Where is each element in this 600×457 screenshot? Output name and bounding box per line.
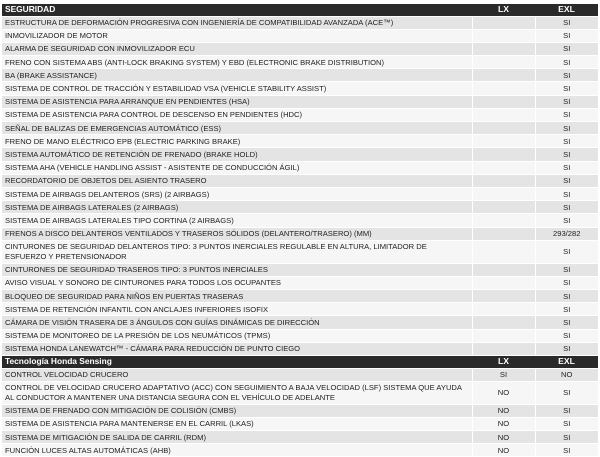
table-row xyxy=(2,95,598,108)
feature-label: SEÑAL DE BALIZAS DE EMERGENCIAS AUTOMÁTICO (ESS) xyxy=(2,122,472,135)
feature-label: SISTEMA DE MITIGACIÓN DE SALIDA DE CARRIL (RDM) xyxy=(2,431,472,444)
value-lx xyxy=(472,276,535,289)
feature-label: RECORDATORIO DE OBJETOS DEL ASIENTO TRASERO xyxy=(2,174,472,187)
table-row xyxy=(2,404,598,417)
table-row xyxy=(2,29,598,42)
feature-label: SISTEMA AUTOMÁTICO DE RETENCIÓN DE FRENADO (BRAKE HOLD) xyxy=(2,148,472,161)
table-row xyxy=(2,108,598,121)
value-lx xyxy=(472,135,535,148)
table-row xyxy=(2,69,598,82)
value-exl: SI xyxy=(535,329,598,342)
feature-label: CINTURONES DE SEGURIDAD TRASEROS TIPO: 3 PUNTOS INERCIALES xyxy=(2,263,472,276)
table-row xyxy=(2,214,598,227)
feature-label: CONTROL VELOCIDAD CRUCERO xyxy=(2,368,472,381)
value-exl: SI xyxy=(535,42,598,55)
value-exl: SI xyxy=(535,381,598,404)
feature-label: INMOVILIZADOR DE MOTOR xyxy=(2,29,472,42)
value-exl: SI xyxy=(535,135,598,148)
table-row xyxy=(2,316,598,329)
value-exl: SI xyxy=(535,95,598,108)
value-exl: SI xyxy=(535,444,598,457)
value-lx: NO xyxy=(472,381,535,404)
value-lx: NO xyxy=(472,431,535,444)
value-lx xyxy=(472,263,535,276)
spec-table xyxy=(2,4,598,457)
table-row xyxy=(2,381,598,404)
value-lx xyxy=(472,329,535,342)
value-lx xyxy=(472,16,535,29)
value-exl: SI xyxy=(535,417,598,430)
feature-label: CÁMARA DE VISIÓN TRASERA DE 3 ÁNGULOS CON GUÍAS DINÁMICAS DE DIRECCIÓN xyxy=(2,316,472,329)
value-lx xyxy=(472,56,535,69)
table-row xyxy=(2,417,598,430)
column-header-lx: LX xyxy=(472,356,535,369)
table-row xyxy=(2,174,598,187)
table-row xyxy=(2,161,598,174)
feature-label: SISTEMA DE AIRBAGS LATERALES TIPO CORTINA (2 AIRBAGS) xyxy=(2,214,472,227)
table-row xyxy=(2,201,598,214)
value-lx: SI xyxy=(472,368,535,381)
value-exl: SI xyxy=(535,16,598,29)
value-exl: SI xyxy=(535,290,598,303)
feature-label: SISTEMA DE RETENCIÓN INFANTIL CON ANCLAJES INFERIORES ISOFIX xyxy=(2,303,472,316)
feature-label: SISTEMA DE ASISTENCIA PARA ARRANQUE EN PENDIENTES (HSA) xyxy=(2,95,472,108)
value-exl: SI xyxy=(535,431,598,444)
table-row xyxy=(2,122,598,135)
section-title: SEGURIDAD xyxy=(2,4,472,16)
value-lx xyxy=(472,95,535,108)
table-row xyxy=(2,148,598,161)
value-lx xyxy=(472,122,535,135)
value-lx xyxy=(472,316,535,329)
value-exl: SI xyxy=(535,404,598,417)
section-title: Tecnología Honda Sensing xyxy=(2,356,472,369)
table-row xyxy=(2,135,598,148)
value-exl: SI xyxy=(535,69,598,82)
value-exl: SI xyxy=(535,108,598,121)
value-lx xyxy=(472,227,535,240)
table-row xyxy=(2,56,598,69)
table-row xyxy=(2,187,598,200)
feature-label: FUNCIÓN LUCES ALTAS AUTOMÁTICAS (AHB) xyxy=(2,444,472,457)
value-lx xyxy=(472,201,535,214)
feature-label: SISTEMA DE FRENADO CON MITIGACIÓN DE COLISIÓN (CMBS) xyxy=(2,404,472,417)
feature-label: BA (BRAKE ASSISTANCE) xyxy=(2,69,472,82)
value-exl: 293/282 xyxy=(535,227,598,240)
column-header-lx: LX xyxy=(472,4,535,16)
value-lx xyxy=(472,290,535,303)
column-header-exl: EXL xyxy=(535,4,598,16)
table-row xyxy=(2,342,598,355)
value-exl: SI xyxy=(535,29,598,42)
column-header-exl: EXL xyxy=(535,356,598,369)
value-exl: SI xyxy=(535,56,598,69)
table-row xyxy=(2,368,598,381)
value-lx xyxy=(472,342,535,355)
feature-label: SISTEMA DE AIRBAGS LATERALES (2 AIRBAGS) xyxy=(2,201,472,214)
value-lx: NO xyxy=(472,417,535,430)
value-exl: SI xyxy=(535,174,598,187)
value-exl: SI xyxy=(535,263,598,276)
table-row xyxy=(2,329,598,342)
value-lx xyxy=(472,69,535,82)
value-lx xyxy=(472,187,535,200)
table-row xyxy=(2,303,598,316)
value-lx xyxy=(472,82,535,95)
feature-label: ALARMA DE SEGURIDAD CON INMOVILIZADOR ECU xyxy=(2,42,472,55)
feature-label: SISTEMA DE AIRBAGS DELANTEROS (SRS) (2 AIRBAGS) xyxy=(2,187,472,200)
feature-label: SISTEMA AHA (VEHICLE HANDLING ASSIST - ASISTENTE DE CONDUCCIÓN ÁGIL) xyxy=(2,161,472,174)
value-lx xyxy=(472,29,535,42)
value-lx xyxy=(472,42,535,55)
table-row xyxy=(2,290,598,303)
feature-label: FRENOS A DISCO DELANTEROS VENTILADOS Y TRASEROS SÓLIDOS (DELANTERO/TRASERO) (MM) xyxy=(2,227,472,240)
value-exl: SI xyxy=(535,161,598,174)
feature-label: SISTEMA HONDA LANEWATCH™ - CÁMARA PARA REDUCCIÓN DE PUNTO CIEGO xyxy=(2,342,472,355)
value-lx xyxy=(472,108,535,121)
table-row xyxy=(2,42,598,55)
value-exl: SI xyxy=(535,122,598,135)
feature-label: SISTEMA DE CONTROL DE TRACCIÓN Y ESTABILIDAD VSA (VEHICLE STABILITY ASSIST) xyxy=(2,82,472,95)
value-lx xyxy=(472,174,535,187)
feature-label: ESTRUCTURA DE DEFORMACIÓN PROGRESIVA CON INGENIERÍA DE COMPATIBILIDAD AVANZADA (ACE™) xyxy=(2,16,472,29)
table-row xyxy=(2,16,598,29)
feature-label: SISTEMA DE MONITOREO DE LA PRESIÓN DE LOS NEUMÁTICOS (TPMS) xyxy=(2,329,472,342)
table-row xyxy=(2,227,598,240)
value-exl: SI xyxy=(535,148,598,161)
feature-label: FRENO CON SISTEMA ABS (ANTI-LOCK BRAKING SYSTEM) Y EBD (ELECTRONIC BRAKE DISTRIBUTION) xyxy=(2,56,472,69)
value-exl: SI xyxy=(535,201,598,214)
feature-label: BLOQUEO DE SEGURIDAD PARA NIÑOS EN PUERTAS TRASERAS xyxy=(2,290,472,303)
value-lx xyxy=(472,303,535,316)
table-row xyxy=(2,82,598,95)
value-exl: NO xyxy=(535,368,598,381)
table-row xyxy=(2,263,598,276)
value-exl: SI xyxy=(535,214,598,227)
value-exl: SI xyxy=(535,303,598,316)
value-lx xyxy=(472,240,535,263)
value-lx xyxy=(472,148,535,161)
feature-label: CINTURONES DE SEGURIDAD DELANTEROS TIPO: 3 PUNTOS INERCIALES REGULABLE EN ALTURA, LIMITADOR DE ESFUERZO Y PRETENSIONADOR xyxy=(2,240,472,263)
value-exl: SI xyxy=(535,82,598,95)
feature-label: AVISO VISUAL Y SONORO DE CINTURONES PARA TODOS LOS OCUPANTES xyxy=(2,276,472,289)
table-row xyxy=(2,431,598,444)
feature-label: CONTROL DE VELOCIDAD CRUCERO ADAPTATIVO (ACC) CON SEGUIMIENTO A BAJA VELOCIDAD (LSF) SISTEMA QUE AYUDA AL CONDUCTOR A MANTENER UNA DISTANCIA SEGURA CON EL VEHÍCULO DE ADELANTE xyxy=(2,381,472,404)
value-exl: SI xyxy=(535,240,598,263)
feature-label: SISTEMA DE ASISTENCIA PARA MANTENERSE EN EL CARRIL (LKAS) xyxy=(2,417,472,430)
section-header xyxy=(2,356,598,369)
value-lx: NO xyxy=(472,444,535,457)
value-lx xyxy=(472,161,535,174)
feature-label: SISTEMA DE ASISTENCIA PARA CONTROL DE DESCENSO EN PENDIENTES (HDC) xyxy=(2,108,472,121)
value-exl: SI xyxy=(535,276,598,289)
value-exl: SI xyxy=(535,187,598,200)
table-row xyxy=(2,444,598,457)
table-row xyxy=(2,240,598,263)
value-exl: SI xyxy=(535,316,598,329)
value-lx: NO xyxy=(472,404,535,417)
value-exl: SI xyxy=(535,342,598,355)
value-lx xyxy=(472,214,535,227)
section-header xyxy=(2,4,598,16)
table-row xyxy=(2,276,598,289)
feature-label: FRENO DE MANO ELÉCTRICO EPB (ELECTRIC PARKING BRAKE) xyxy=(2,135,472,148)
